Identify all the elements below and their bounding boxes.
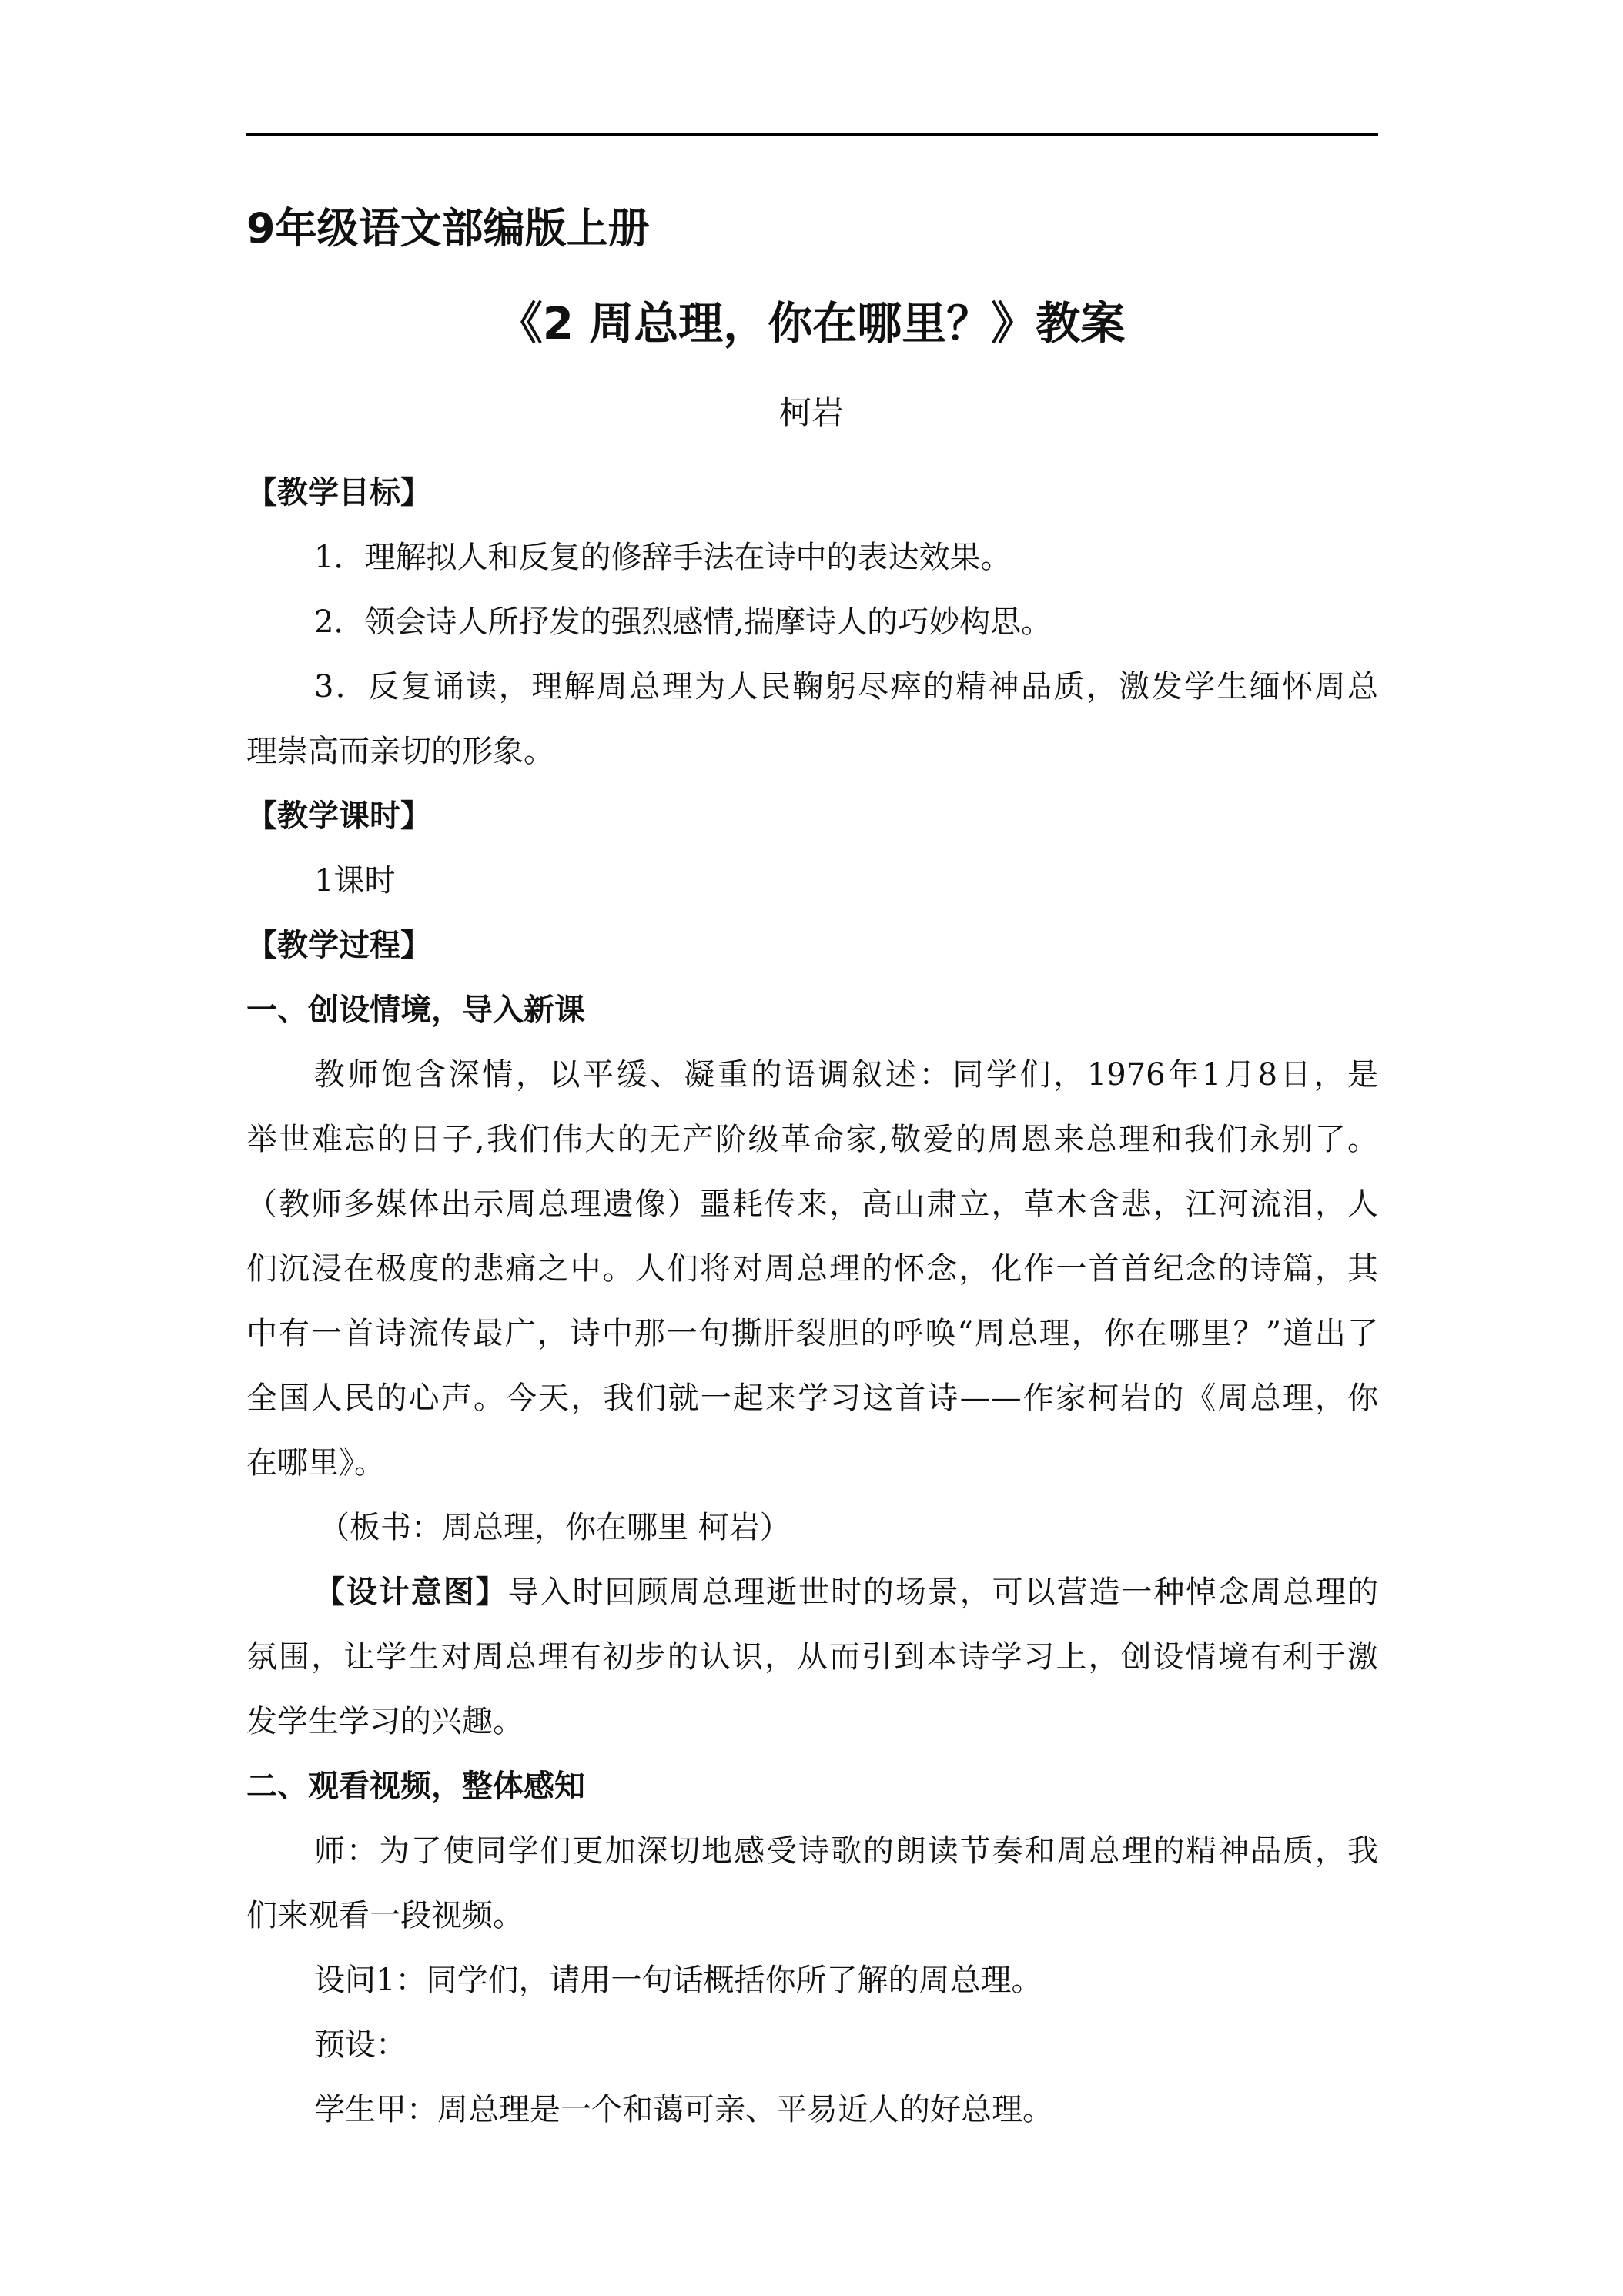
paragraph-line: 举世难忘的日子,我们伟大的无产阶级革命家,敬爱的周恩来总理和我们永别了。 — [246, 1122, 1378, 1157]
preset-label: 预设： — [314, 2027, 407, 2063]
hours-text: 1课时 — [314, 863, 396, 899]
objective-item-3-continued: 理崇高而亲切的形象。 — [246, 734, 554, 769]
header-rule — [246, 133, 1378, 136]
question-1: 设问1：同学们，请用一句话概括你所了解的周总理。 — [314, 1963, 1042, 1998]
design-intent-label: 【设计意图】 — [314, 1575, 508, 1610]
design-intent-text: 导入时回顾周总理逝世时的场景，可以营造一种悼念周总理的 — [507, 1575, 1378, 1610]
paragraph-line: （教师多媒体出示周总理遗像）噩耗传来，高山肃立，草木含悲，江河流泪，人 — [246, 1186, 1378, 1222]
objective-item-3: 3．反复诵读，理解周总理为人民鞠躬尽瘁的精神品质，激发学生缅怀周总 — [314, 669, 1378, 705]
paragraph-line: 全国人民的心声。今天，我们就一起来学习这首诗——作家柯岩的《周总理，你 — [246, 1381, 1378, 1416]
lesson-title: 《2 周总理，你在哪里？》教案 — [497, 297, 1126, 350]
student-a-answer: 学生甲：周总理是一个和蔼可亲、平易近人的好总理。 — [314, 2092, 1053, 2127]
document-body — [246, 460, 1378, 2142]
teacher-line: 师：为了使同学们更加深切地感受诗歌的朗读节奏和周总理的精神品质，我 — [314, 1833, 1378, 1869]
design-intent-line: 发学生学习的兴趣。 — [246, 1704, 524, 1739]
paragraph-line: 中有一首诗流传最广，诗中那一句撕肝裂胆的呼唤“周总理，你在哪里？”道出了 — [246, 1316, 1378, 1351]
paragraph-line: 在哪里》。 — [246, 1445, 385, 1481]
board-note: （板书：周总理，你在哪里 柯岩） — [319, 1510, 791, 1545]
paragraph-line: 教师饱含深情，以平缓、凝重的语调叙述：同学们，1976年1月8日，是 — [314, 1057, 1378, 1093]
objective-item-1: 1．理解拟人和反复的修辞手法在诗中的表达效果。 — [314, 540, 1012, 575]
section-2-heading: 二、观看视频，整体感知 — [246, 1769, 585, 1804]
heading-process: 【教学过程】 — [246, 928, 431, 963]
design-intent-line — [246, 1560, 1378, 1625]
grade-title: 9年级语文部编版上册 — [246, 204, 650, 253]
teacher-line: 们来观看一段视频。 — [246, 1898, 524, 1933]
author-name: 柯岩 — [778, 393, 844, 431]
section-1-heading: 一、创设情境，导入新课 — [246, 992, 585, 1028]
paragraph-line: 们沉浸在极度的悲痛之中。人们将对周总理的怀念，化作一首首纪念的诗篇，其 — [246, 1251, 1378, 1287]
heading-objectives: 【教学目标】 — [246, 475, 431, 510]
objective-item-2: 2．领会诗人所抒发的强烈感情,揣摩诗人的巧妙构思。 — [314, 604, 1052, 640]
design-intent-line: 氛围，让学生对周总理有初步的认识，从而引到本诗学习上，创设情境有利于激 — [246, 1639, 1378, 1675]
heading-hours: 【教学课时】 — [246, 798, 431, 834]
